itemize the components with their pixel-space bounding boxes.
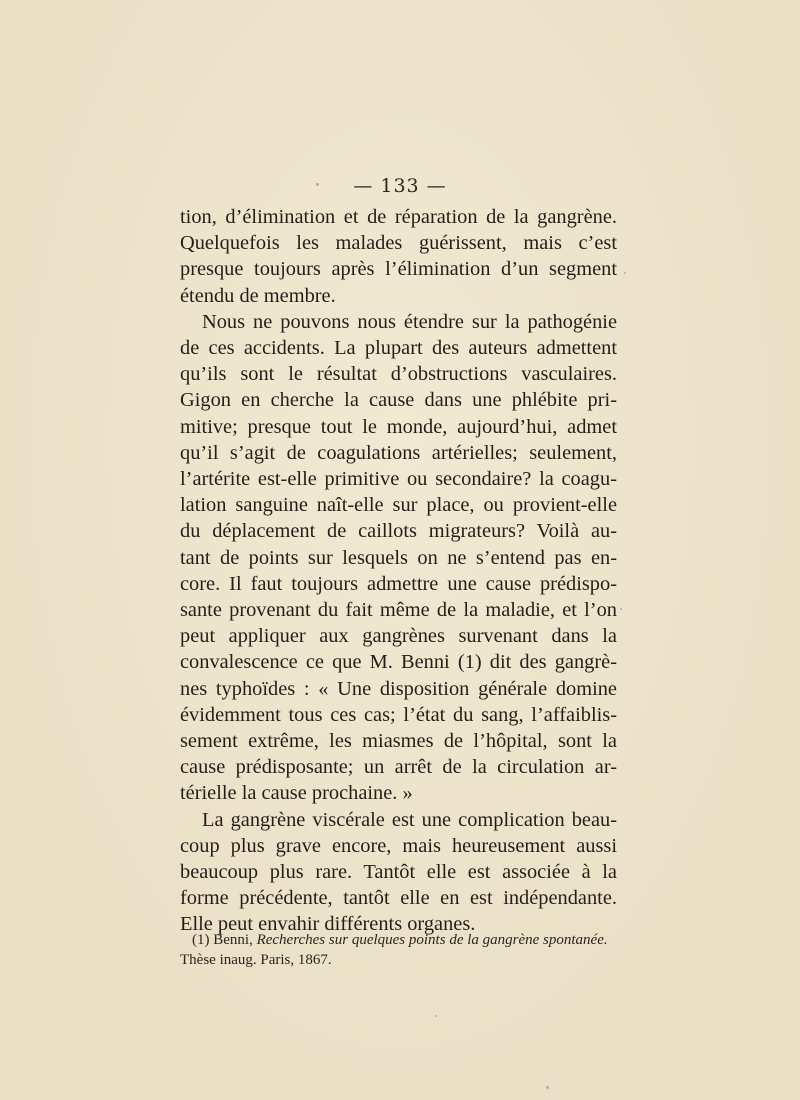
text-line: sante provenant du fait même de la maladie, et l’on <box>180 599 617 622</box>
text-line: mitive; presque tout le monde, aujourd’hui, admet <box>180 415 617 438</box>
paper-speck <box>435 1015 437 1017</box>
text-line: évidemment tous ces cas; l’état du sang, l’affaiblis- <box>180 703 617 726</box>
text-line: Elle peut envahir différents organes. <box>180 913 476 936</box>
paper-speck <box>546 1086 549 1089</box>
text-line: La gangrène viscérale est une complication beau- <box>202 808 617 831</box>
paragraph-1 <box>180 204 617 309</box>
footnote-line <box>180 930 620 950</box>
text-line: sement extrême, les miasmes de l’hôpital, sont la <box>180 730 617 753</box>
text-line: nes typhoïdes : « Une disposition générale domine <box>180 677 617 700</box>
text-line: étendu de membre. <box>180 284 336 307</box>
text-line: de ces accidents. La plupart des auteurs admettent <box>180 337 617 360</box>
text-line: du déplacement de caillots migrateurs? Voilà au- <box>180 520 617 543</box>
text-line: l’artérite est-elle primitive ou secondaire? la coagu- <box>180 468 617 491</box>
text-line: térielle la cause prochaine. » <box>180 782 413 805</box>
footnote-line: Thèse inaug. Paris, 1867. <box>180 952 332 968</box>
text-line: beaucoup plus rare. Tantôt elle est associée à la <box>180 861 617 884</box>
text-line: coup plus grave encore, mais heureusement aussi <box>180 834 617 857</box>
paper-speck <box>624 272 626 274</box>
text-line: Gigon en cherche la cause dans une phlébite pri- <box>180 389 617 412</box>
text-line: tion, d’élimination et de réparation de la gangrène. <box>180 206 617 228</box>
text-line: cause prédisposante; un arrêt de la circulation ar- <box>180 756 617 779</box>
paragraph-2 <box>180 309 617 807</box>
paragraph-3 <box>180 807 617 938</box>
text-line: Nous ne pouvons nous étendre sur la pathogénie <box>202 310 617 333</box>
text-line: tant de points sur lesquels on ne s’entend pas en- <box>180 546 617 569</box>
footnote-marker: (1) Benni, <box>192 932 257 948</box>
text-line: Quelquefois les malades guérissent, mais c’est <box>180 232 617 255</box>
text-line: core. Il faut toujours admettre une cause prédispo- <box>180 572 617 595</box>
footnote <box>180 930 620 970</box>
paper-speck <box>620 608 622 610</box>
paper-speck <box>316 183 319 186</box>
text-line: qu’ils sont le résultat d’obstructions vasculaires. <box>180 363 617 386</box>
text-line: presque toujours après l’élimination d’un segment <box>180 258 617 281</box>
text-line: lation sanguine naît-elle sur place, ou provient-elle <box>180 494 617 517</box>
body-text <box>180 204 617 938</box>
text-line: qu’il s’agit de coagulations artérielles; seulement, <box>180 441 617 464</box>
text-line: convalescence ce que M. Benni (1) dit des gangrè- <box>180 651 617 674</box>
text-line: peut appliquer aux gangrènes survenant dans la <box>180 625 617 648</box>
text-line: forme précédente, tantôt elle en est indépendante. <box>180 887 617 910</box>
page-number: — 133 — <box>353 175 447 197</box>
footnote-title: Recherches sur quelques points de la gangrène spontanée. <box>256 932 608 948</box>
